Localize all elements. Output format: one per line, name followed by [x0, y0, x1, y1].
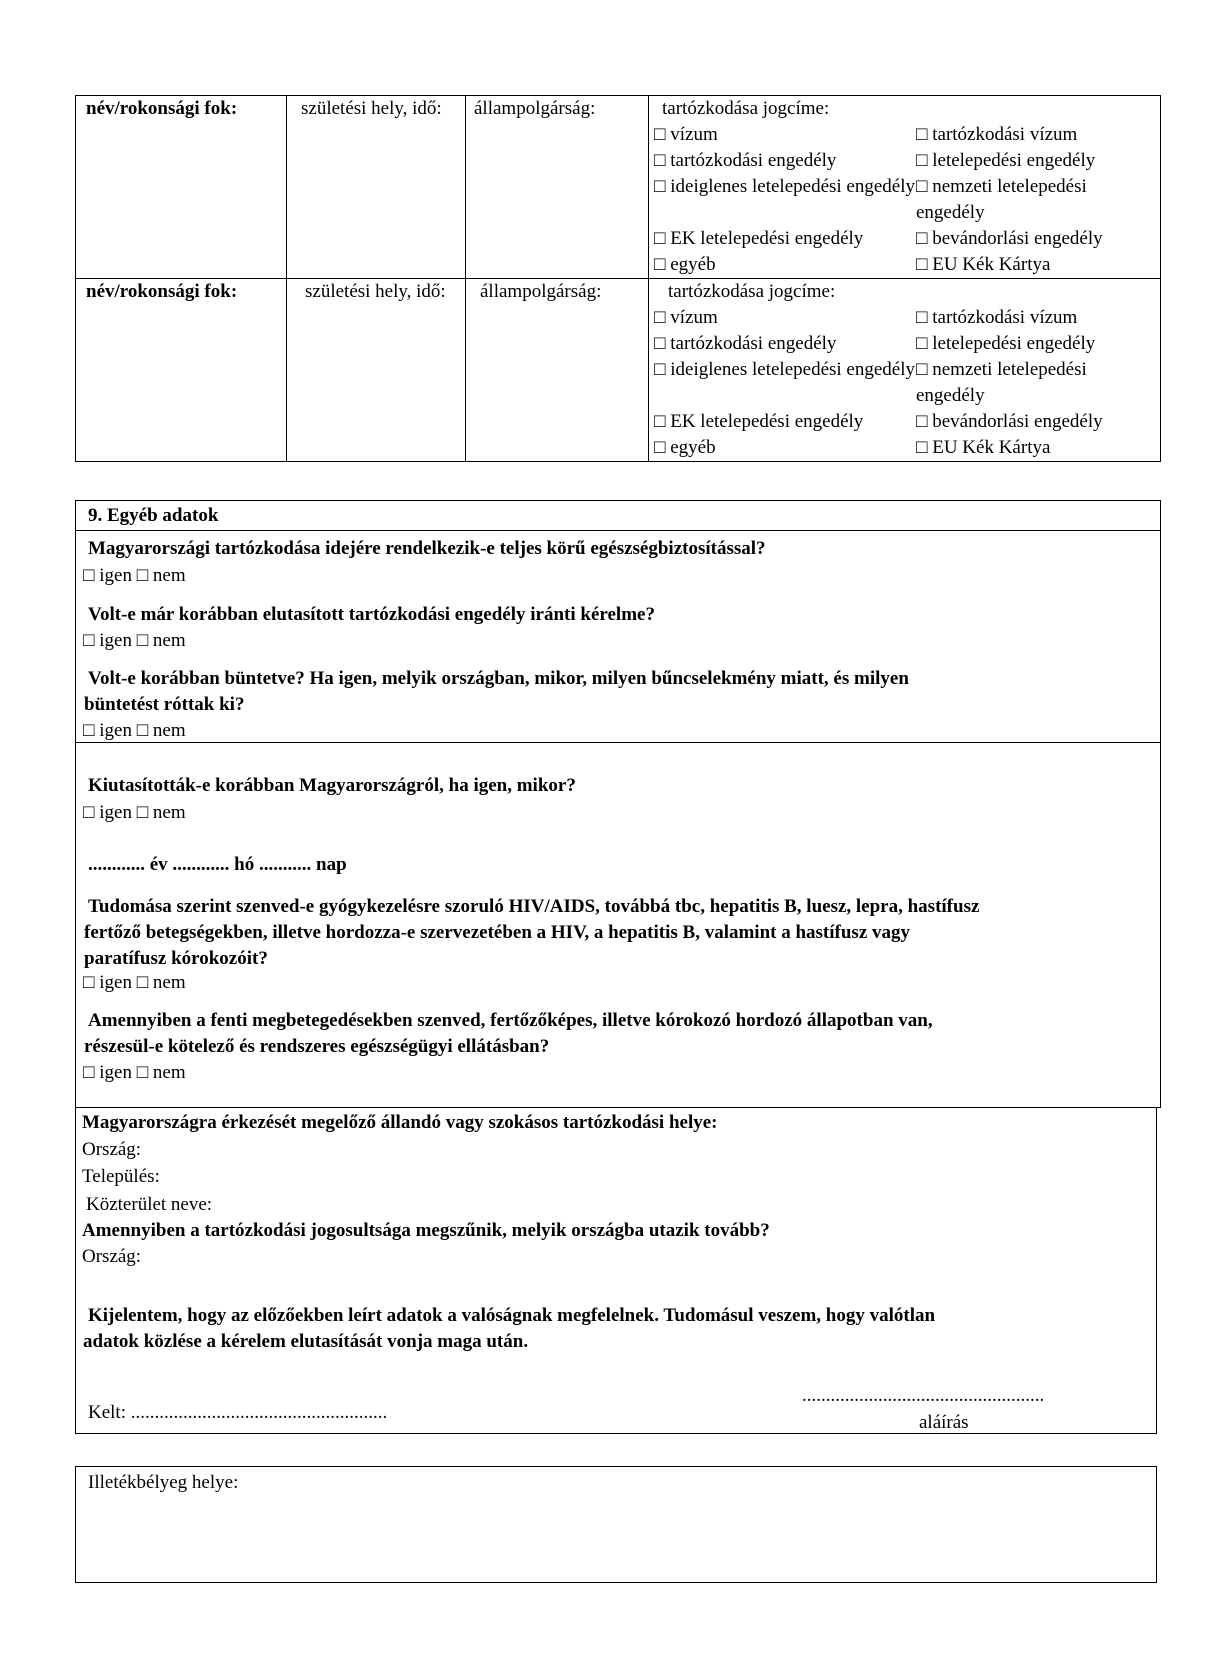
question-health-insurance: Magyarországi tartózkodása idejére rendelkezik-e teljes körű egészségbiztosítással?	[88, 538, 766, 559]
option-eu-blue-card[interactable]: □ EU Kék Kártya	[916, 254, 1051, 275]
option-residence-visa[interactable]: □ tartózkodási vízum	[916, 307, 1078, 328]
citizenship-label: állampolgárság:	[466, 96, 649, 279]
name-relation-label: név/rokonsági fok:	[76, 96, 287, 279]
residence-title-cell	[649, 279, 1161, 462]
citizenship-label: állampolgárság:	[466, 279, 649, 462]
name-relation-label: név/rokonsági fok:	[76, 279, 287, 462]
question-medical-care: Amennyiben a fenti megbetegedésekben szenved, fertőzőképes, illetve kórokozó hordozó állapotban van,	[88, 1010, 933, 1031]
signature-line[interactable]: ...................................................	[802, 1385, 1045, 1406]
option-eu-blue-card[interactable]: □ EU Kék Kártya	[916, 437, 1051, 458]
date-field[interactable]: Kelt: ......................................................	[88, 1402, 388, 1423]
section-9-title-divider	[75, 530, 1161, 531]
answer-criminal-record[interactable]: □ igen □ nem	[83, 720, 186, 741]
residence-title-label: tartózkodása jogcíme:	[668, 281, 836, 302]
answer-medical-care[interactable]: □ igen □ nem	[83, 1062, 186, 1083]
previous-residence-settlement[interactable]: Település:	[82, 1166, 160, 1187]
section-9-title: 9. Egyéb adatok	[88, 505, 219, 526]
previous-residence-country[interactable]: Ország:	[82, 1139, 142, 1160]
question-criminal-record-cont: büntetést róttak ki?	[84, 694, 245, 715]
option-visa[interactable]: □ vízum	[654, 124, 718, 145]
option-settlement-permit[interactable]: □ letelepedési engedély	[916, 150, 1096, 171]
option-ek-settlement-permit[interactable]: □ EK letelepedési engedély	[654, 228, 864, 249]
residence-title-label: tartózkodása jogcíme:	[662, 98, 830, 119]
answer-health-insurance[interactable]: □ igen □ nem	[83, 565, 186, 586]
onward-travel-country[interactable]: Ország:	[82, 1246, 142, 1267]
option-temporary-settlement-permit[interactable]: □ ideiglenes letelepedési engedély	[654, 359, 916, 380]
family-row	[76, 96, 1161, 279]
question-disease-cont2: paratífusz kórokozóit?	[84, 948, 268, 969]
question-medical-care-cont: részesül-e kötelező és rendszeres egészségügyi ellátásban?	[84, 1036, 550, 1057]
previous-residence-title: Magyarországra érkezését megelőző állandó vagy szokásos tartózkodási helye:	[82, 1112, 718, 1133]
answer-expulsion[interactable]: □ igen □ nem	[83, 802, 186, 823]
section-9-divider	[75, 742, 1161, 743]
option-residence-permit[interactable]: □ tartózkodási engedély	[654, 333, 837, 354]
option-settlement-permit[interactable]: □ letelepedési engedély	[916, 333, 1096, 354]
previous-residence-street[interactable]: Közterület neve:	[86, 1194, 213, 1215]
option-national-settlement-permit[interactable]: □ nemzeti letelepedési engedély	[916, 359, 1087, 406]
expulsion-date-line[interactable]: ............ év ............ hó ........... nap	[88, 854, 347, 875]
birth-place-time-label: születési hely, idő:	[287, 96, 466, 279]
option-national-settlement-permit[interactable]: □ nemzeti letelepedési engedély	[916, 176, 1087, 223]
declaration-text: Kijelentem, hogy az előzőekben leírt adatok a valóságnak megfelelnek. Tudomásul veszem, hogy valótlan	[88, 1305, 936, 1326]
onward-travel-question: Amennyiben a tartózkodási jogosultsága megszűnik, melyik országba utazik tovább?	[82, 1220, 770, 1241]
question-criminal-record: Volt-e korábban büntetve? Ha igen, melyik országban, mikor, milyen bűncselekmény miatt, és milyen	[88, 668, 909, 689]
signature-label: aláírás	[919, 1412, 969, 1433]
residence-title-cell	[649, 96, 1161, 279]
option-immigration-permit[interactable]: □ bevándorlási engedély	[916, 228, 1103, 249]
option-other[interactable]: □ egyéb	[654, 254, 716, 275]
answer-rejected-application[interactable]: □ igen □ nem	[83, 630, 186, 651]
family-row	[76, 279, 1161, 462]
question-expulsion: Kiutasították-e korábban Magyarországról, ha igen, mikor?	[88, 775, 576, 796]
stamp-label: Illetékbélyeg helye:	[88, 1472, 239, 1493]
family-members-table	[75, 95, 1161, 462]
declaration-text-cont: adatok közlése a kérelem elutasítását vonja maga után.	[83, 1331, 529, 1352]
option-residence-permit[interactable]: □ tartózkodási engedély	[654, 150, 837, 171]
question-disease-cont1: fertőző betegségekben, illetve hordozza-e szervezetében a HIV, a hepatitis B, valamint a hastífusz vagy	[84, 922, 911, 943]
birth-place-time-label: születési hely, idő:	[287, 279, 466, 462]
option-visa[interactable]: □ vízum	[654, 307, 718, 328]
option-residence-visa[interactable]: □ tartózkodási vízum	[916, 124, 1078, 145]
option-ek-settlement-permit[interactable]: □ EK letelepedési engedély	[654, 411, 864, 432]
answer-disease[interactable]: □ igen □ nem	[83, 972, 186, 993]
option-other[interactable]: □ egyéb	[654, 437, 716, 458]
option-immigration-permit[interactable]: □ bevándorlási engedély	[916, 411, 1103, 432]
question-rejected-application: Volt-e már korábban elutasított tartózkodási engedély iránti kérelme?	[88, 604, 655, 625]
option-temporary-settlement-permit[interactable]: □ ideiglenes letelepedési engedély	[654, 176, 916, 197]
question-disease: Tudomása szerint szenved-e gyógykezelésre szoruló HIV/AIDS, továbbá tbc, hepatitis B, luesz, lepra, hastífusz	[88, 896, 980, 917]
